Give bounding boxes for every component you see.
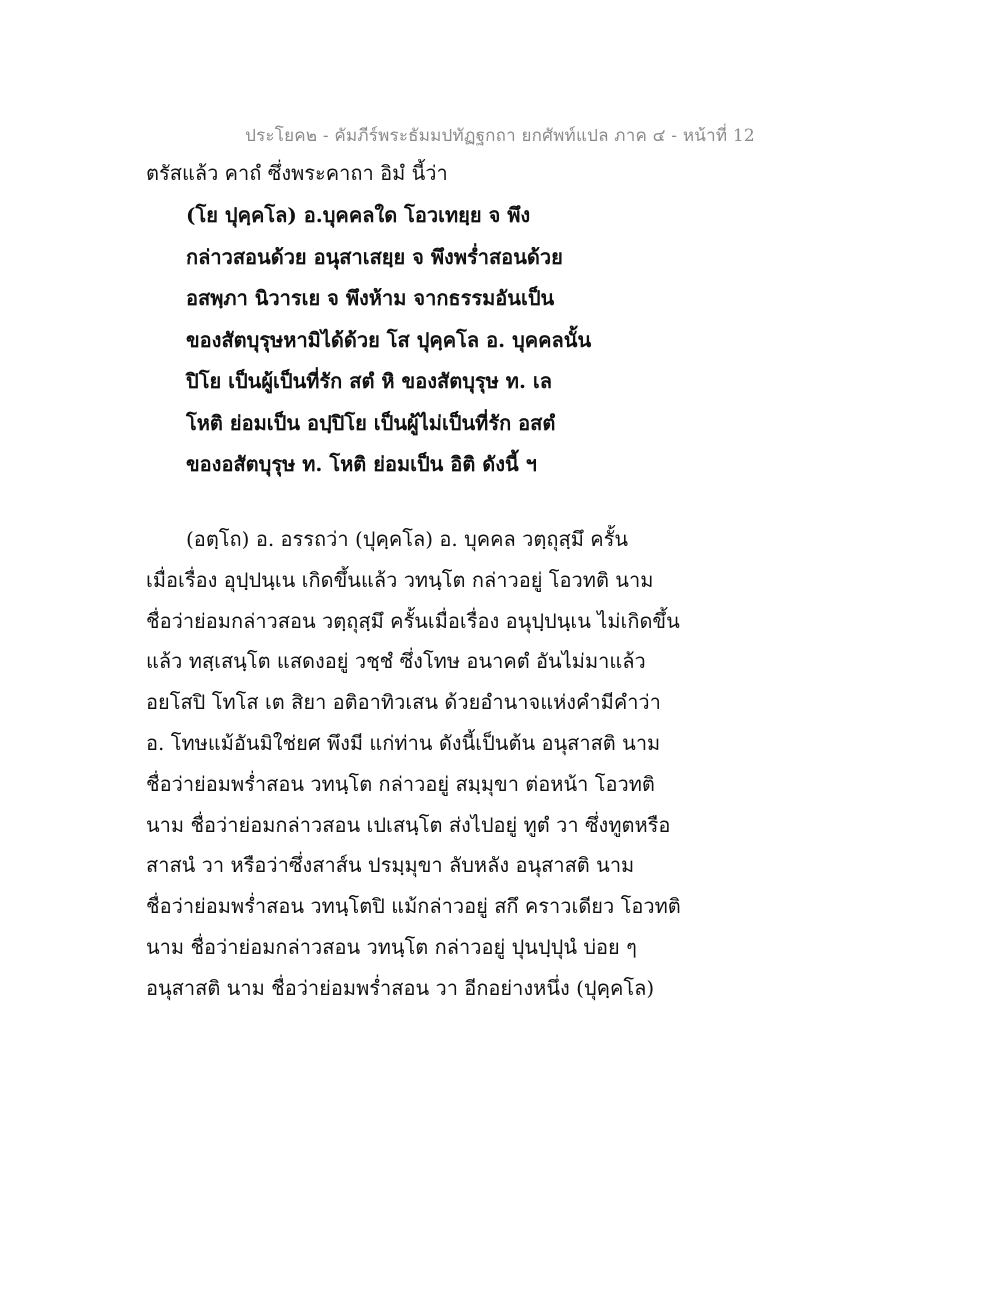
intro-line: ตรัสแล้ว คาถํ ซึ่งพระคาถา อิมํ นี้ว่า	[146, 161, 448, 185]
verse-line: ปิโย เป็นผู้เป็นที่รัก สตํ หิ ของสัตบุรุษ ท. เล	[186, 369, 552, 393]
paragraph-line: เมื่อเรื่อง อุปฺปนฺเน เกิดขึ้นแล้ว วทนฺโต กล่าวอยู่ โอวทติ นาม	[146, 567, 654, 592]
verse-line: โหติ ย่อมเป็น อปฺปิโย เป็นผู้ไม่เป็นที่รัก อสตํ	[186, 410, 556, 435]
paragraph-line: อยโสปิ โทโส เต สิยา อติอาทิวเสน ด้วยอำนาจแห่งคำมีคำว่า	[146, 690, 661, 715]
paragraph-line: สาสนํ วา หรือว่าซึ่งสาส์น ปรมฺมุขา ลับหลัง อนุสาสติ นาม	[146, 853, 635, 878]
verse-line: กล่าวสอนด้วย อนุสาเสยฺย จ พึงพร่ำสอนด้วย	[186, 244, 563, 269]
verse-block	[186, 198, 591, 489]
page-header: ประโยค๒ - คัมภีร์พระธัมมปทัฏฐกถา ยกศัพท์แปล ภาค ๔ - หน้าที่ 12	[245, 126, 755, 146]
paragraph-line: อนุสาสติ นาม ชื่อว่าย่อมพร่ำสอน วา อีกอย่างหนึ่ง (ปุคฺคโล)	[146, 975, 655, 1000]
commentary-paragraph	[146, 522, 681, 1012]
paragraph-line: ชื่อว่าย่อมพร่ำสอน วทนฺโต กล่าวอยู่ สมฺมุขา ต่อหน้า โอวทติ	[146, 771, 655, 796]
paragraph-line: ชื่อว่าย่อมกล่าวสอน วตฺถุสฺมึ ครั้นเมื่อเรื่อง อนุปฺปนฺเน ไม่เกิดขึ้น	[146, 608, 680, 633]
verse-line: อสพฺภา นิวารเย จ พึงห้าม จากธรรมอันเป็น	[186, 286, 555, 310]
verse-line: ของอสัตบุรุษ ท. โหติ ย่อมเป็น อิติ ดังนี้ ฯ	[186, 452, 537, 476]
verse-line: (โย ปุคฺคโล) อ.บุคคลใด โอวเทยฺย จ พึง	[186, 203, 531, 227]
paragraph-line: แล้ว ทสฺเสนฺโต แสดงอยู่ วชฺชํ ซึ่งโทษ อนาคตํ อันไม่มาแล้ว	[146, 649, 646, 674]
paragraph-line: (อตฺโถ) อ. อรรถว่า (ปุคฺคโล) อ. บุคคล วตฺถุสฺมึ ครั้น	[186, 527, 629, 551]
paragraph-line: นาม ชื่อว่าย่อมกล่าวสอน เปเสนฺโต ส่งไปอยู่ ทูตํ วา ซึ่งทูตหรือ	[146, 812, 671, 837]
verse-line: ของสัตบุรุษหามิได้ด้วย โส ปุคฺคโล อ. บุคคลนั้น	[186, 327, 592, 352]
paragraph-line: ชื่อว่าย่อมพร่ำสอน วทนฺโตปิ แม้กล่าวอยู่ สกึ คราวเดียว โอวทติ	[146, 894, 681, 919]
paragraph-line: นาม ชื่อว่าย่อมกล่าวสอน วทนฺโต กล่าวอยู่ ปุนปฺปุนํ บ่อย ๆ	[146, 934, 637, 959]
paragraph-line: อ. โทษแม้อันมิใช่ยศ พึงมี แก่ท่าน ดังนี้เป็นต้น อนุสาสติ นาม	[146, 730, 661, 755]
